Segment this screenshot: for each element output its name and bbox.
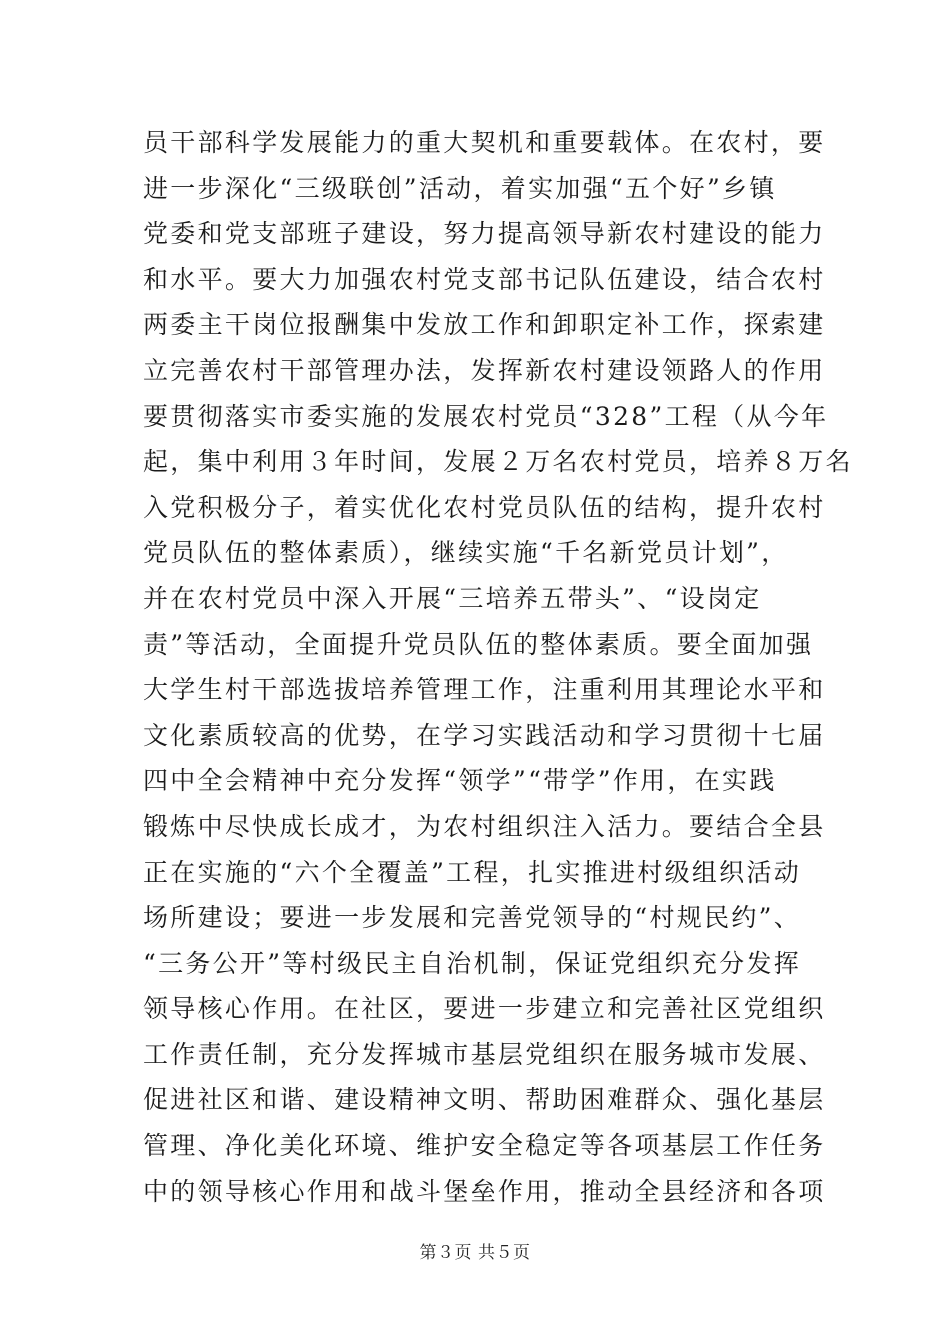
text-line: 正在实施的“六个全覆盖”工程，扎实推进村级组织活动 [143, 857, 802, 887]
text-line: 进一步深化“三级联创”活动，着实加强“五个好”乡镇 [143, 173, 777, 203]
text-line: 锻炼中尽快成长成才，为农村组织注入活力。要结合全县 [143, 811, 826, 841]
text-line: 和水平。要大力加强农村党支部书记队伍建设，结合农村 [143, 264, 826, 294]
text-line: 文化素质较高的优势，在学习实践活动和学习贯彻十七届 [143, 720, 826, 750]
text-line: 责”等活动，全面提升党员队伍的整体素质。要全面加强 [143, 629, 814, 659]
text-line: 要贯彻落实市委实施的发展农村党员“328”工程（从今年 [143, 401, 829, 431]
text-line: 管理、净化美化环境、维护安全稳定等各项基层工作任务 [143, 1131, 826, 1161]
text-line: 工作责任制，充分发挥城市基层党组织在服务城市发展、 [143, 1039, 826, 1069]
text-line: 大学生村干部选拔培养管理工作，注重利用其理论水平和 [143, 675, 826, 705]
text-line: 党员队伍的整体素质），继续实施“千名新党员计划”， [143, 538, 789, 568]
text-line: 员干部科学发展能力的重大契机和重要载体。在农村，要 [143, 128, 826, 157]
text-line: 两委主干岗位报酬集中发放工作和卸职定补工作，探索建 [143, 310, 826, 340]
text-line: 立完善农村干部管理办法，发挥新农村建设领路人的作用 [143, 355, 826, 385]
text-line: 入党积极分子，着实优化农村党员队伍的结构，提升农村 [143, 492, 826, 522]
text-line: “三务公开”等村级民主自治机制，保证党组织充分发挥 [143, 948, 802, 978]
body-text [143, 120, 853, 1214]
text-line: 党委和党支部班子建设，努力提高领导新农村建设的能力 [143, 219, 826, 249]
text-line: 领导核心作用。在社区，要进一步建立和完善社区党组织 [143, 994, 826, 1024]
text-line: 并在农村党员中深入开展“三培养五带头”、“设岗定 [143, 583, 762, 613]
text-line: 四中全会精神中充分发挥“领学”“带学”作用，在实践 [143, 766, 777, 796]
text-line: 场所建设；要进一步发展和完善党领导的“村规民约”、 [143, 903, 802, 933]
text-line: 中的领导核心作用和战斗堡垒作用，推动全县经济和各项 [143, 1176, 826, 1206]
text-line: 起，集中利用３年时间，发展２万名农村党员，培养８万名 [143, 447, 853, 477]
text-line: 促进社区和谐、建设精神文明、帮助困难群众、强化基层 [143, 1085, 826, 1115]
page-number-footer: 第３页 共５页 [419, 1243, 531, 1263]
